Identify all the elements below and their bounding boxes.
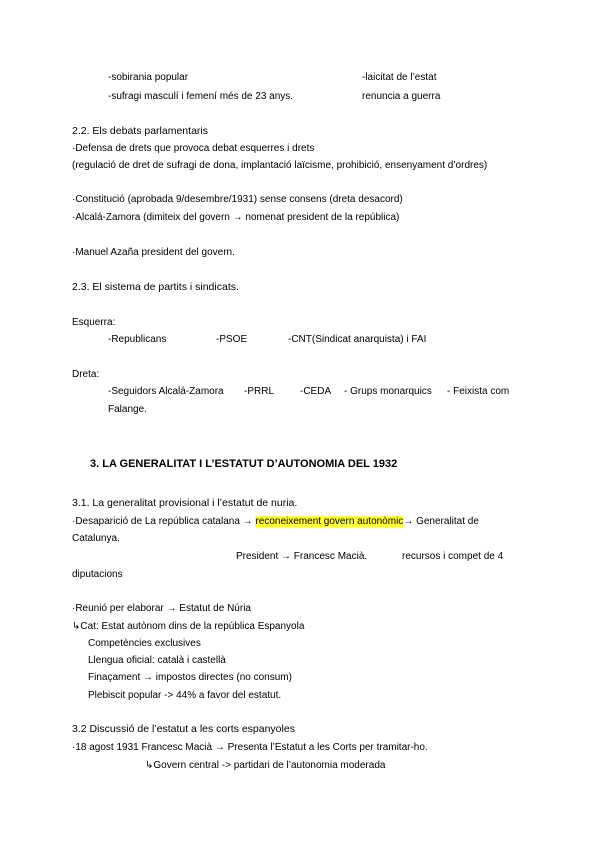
- list-item: -PSOE: [216, 334, 248, 345]
- text-line: ↳Cat: Estat autònom dins de la república Espanyola: [72, 621, 305, 632]
- text-line: (regulació de dret de sufragi de dona, implantació laïcisme, prohibició, ensenyament d’ordres): [72, 160, 488, 171]
- list-item: -CNT(Sindicat anarquista) i FAI: [288, 334, 427, 345]
- text-line: ·Manuel Azaña president del govern.: [72, 247, 235, 258]
- text-segment: → Generalitat de: [403, 516, 479, 527]
- item-sobirania: -sobirania popular: [108, 72, 189, 83]
- list-item: -PRRL: [244, 386, 275, 397]
- text-line: Competències exclusives: [88, 638, 201, 649]
- text-line: [72, 515, 479, 528]
- text-line: diputacions: [72, 569, 123, 580]
- text-line: recursos i compet de 4: [402, 551, 504, 562]
- text-line: ·Defensa de drets que provoca debat esquerres i drets: [72, 143, 315, 154]
- text-line: Plebiscit popular -> 44% a favor del estatut.: [88, 690, 282, 701]
- list-item: -Seguidors Alcalá-Zamora: [108, 386, 224, 397]
- item-sufragi: -sufragi masculí i femení més de 23 anys.: [108, 91, 294, 102]
- heading-2-2: 2.2. Els debats parlamentaris: [72, 125, 208, 137]
- text-line: ·18 agost 1931 Francesc Macià → Presenta l’Estatut a les Corts per tramitar-ho.: [72, 742, 428, 753]
- text-line: Llengua oficial: català i castellà: [88, 655, 226, 666]
- text-line: ·Alcalá-Zamora (dimiteix del govern → nomenat president de la república): [72, 212, 400, 223]
- list-item-continuation: Falange.: [108, 404, 147, 415]
- item-laicitat: -laicitat de l’estat: [362, 72, 437, 83]
- list-item: -Republicans: [108, 334, 167, 345]
- text-line: Catalunya.: [72, 533, 120, 544]
- label-esquerra: Esquerra:: [72, 317, 116, 328]
- text-line: Finaçament → impostos directes (no consum): [88, 672, 292, 683]
- text-line: ↳Govern central -> partidari de l’autonomia moderada: [145, 760, 386, 771]
- heading-3: 3. LA GENERALITAT I L’ESTATUT D’AUTONOMIA DEL 1932: [90, 458, 398, 470]
- item-renuncia: renuncia a guerra: [362, 91, 441, 102]
- text-line: ·Reunió per elaborar → Estatut de Núria: [72, 603, 251, 614]
- highlighted-text: reconeixement govern autonòmic: [255, 516, 404, 527]
- text-segment: ·Desaparició de La república catalana →: [72, 516, 256, 527]
- list-item: - Grups monarquics: [344, 386, 432, 397]
- list-item: - Feixista com: [447, 386, 510, 397]
- text-line: President → Francesc Macià.: [236, 551, 368, 562]
- list-item: -CEDA: [300, 386, 332, 397]
- heading-3-1: 3.1. La generalitat provisional i l’estatut de nuria.: [72, 497, 298, 509]
- heading-3-2: 3.2 Discussió de l’estatut a les corts espanyoles: [72, 723, 295, 735]
- heading-2-3: 2.3. El sistema de partits i sindicats.: [72, 281, 239, 293]
- text-line: ·Constitució (aprobada 9/desembre/1931) sense consens (dreta desacord): [72, 194, 403, 205]
- label-dreta: Dreta:: [72, 369, 100, 380]
